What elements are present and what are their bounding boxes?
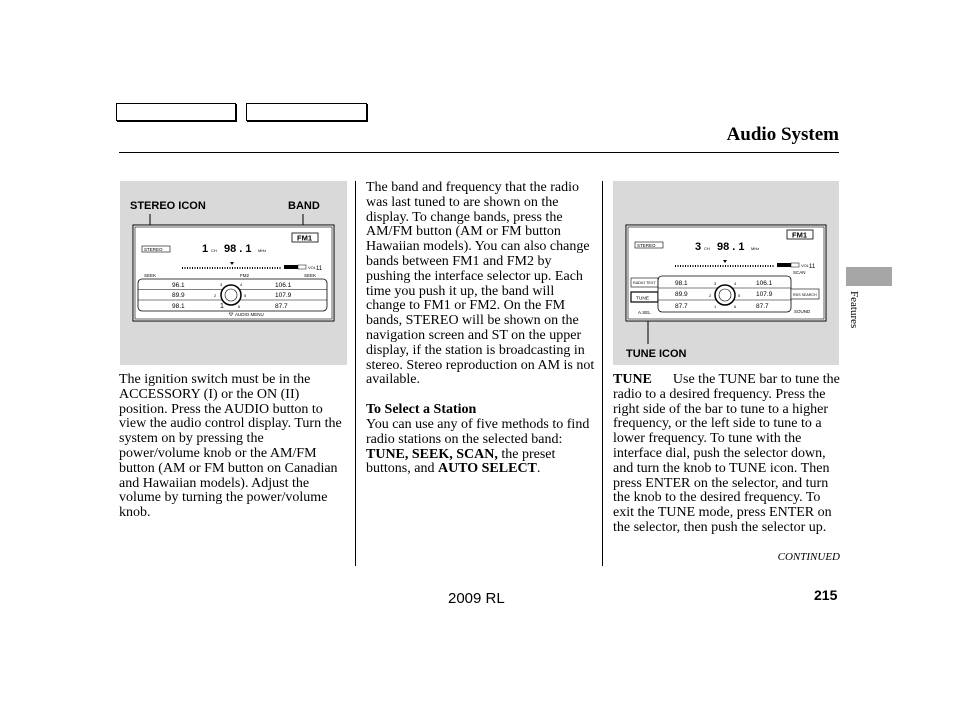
methods-mid: the preset buttons, and [366, 446, 556, 477]
mhz-label-2: MHz [751, 246, 760, 251]
tune-preset-1: 98.1 [675, 280, 688, 287]
tune-description: Use the TUNE bar to tune the radio to a desired frequency. Press the right side of the bar to tune to a higher frequency, or the left side to tune to a lower frequency. To tune with the interface dial, push the selector down, and turn the knob to TUNE icon. Then press ENTER on the selector, and turn the knob to the desired frequency. To exit the TUNE mode, press ENTER on the selector, then push the selector up. [613, 372, 840, 535]
tune-num-6: 6 [734, 304, 737, 309]
preset-num-2: 2 [214, 293, 217, 298]
methods-bold: TUNE, SEEK, SCAN, [366, 446, 498, 462]
band-indicator: FM1 [297, 233, 312, 243]
preset-num-1: 1 [220, 303, 224, 310]
frequency: 98 . 1 [224, 243, 252, 255]
preset-1-freq: 96.1 [172, 282, 185, 289]
tune-num-5: 5 [738, 293, 741, 298]
page-title: Audio System [726, 124, 839, 145]
figure-tune-display [613, 181, 839, 365]
seek-left: SEEK [144, 273, 157, 278]
band-indicator-2: FM1 [792, 230, 807, 240]
auto-select-bold: AUTO SELECT [437, 461, 537, 477]
channel-number: 1 [202, 243, 209, 255]
tune-num-4: 4 [734, 281, 737, 286]
band-frequency-paragraph: The band and frequency that the radio was last tuned to are shown on the display. To change bands, press the AM/FM button (AM or FM button Hawaiian models). You can also change bands between FM1 and FM2 by pushing the interface selector up. Each time you push it up, the band will change to FM1 or FM2. On the FM bands, STEREO will be shown on the navigation screen and ST on the upper display, if the station is broadcasting in stereo. Stereo reproduction on AM is not available. [366, 180, 595, 388]
preset-num-6: 6 [238, 304, 241, 309]
tune-preset-3: 87.7 [675, 303, 688, 310]
page-number: 215 [814, 587, 838, 603]
section-tab-label: Features [848, 291, 860, 329]
ch-label: CH [211, 248, 217, 253]
select-station-heading: To Select a Station [366, 402, 477, 418]
preset-num-3: 3 [220, 282, 223, 287]
radio-text-button: RADIO TEXT [633, 281, 656, 285]
tune-button: TUNE [636, 296, 650, 302]
preset-num-5: 5 [244, 293, 247, 298]
methods-end: . [536, 461, 541, 477]
stereo-indicator-2: STEREO [637, 243, 656, 248]
tune-num-1: 1 [714, 304, 717, 309]
sound-button: SOUND [794, 309, 811, 314]
stereo-icon-label: STEREO ICON [130, 200, 206, 212]
vol-label-2: VOL [801, 263, 810, 268]
tune-preset-6: 87.7 [756, 303, 769, 310]
figure-radio-display [120, 181, 347, 365]
audio-menu-label: AUDIO MENU [235, 312, 264, 317]
select-station-paragraph [366, 418, 596, 477]
footer-model: 2009 RL [448, 590, 505, 607]
vol-value-2: 11 [809, 264, 816, 270]
vol-value: 11 [316, 266, 323, 272]
tune-paragraph [613, 373, 841, 536]
ignition-paragraph: The ignition switch must be in the ACCESSORY (I) or the ON (II) position. Press the AUDIO button to view the audio control display. Turn the system on by pressing the power/volume knob or the AM/FM button (AM or FM button on Canadian and Hawaiian models). Adjust the volume by turning the power/volume knob. [119, 372, 342, 521]
ch-label-2: CH [704, 246, 710, 251]
stereo-indicator: STEREO [144, 247, 163, 252]
vol-label: VOL [308, 265, 317, 270]
preset-3-freq: 98.1 [172, 303, 185, 310]
section-tab [846, 267, 892, 286]
preset-6-freq: 87.7 [275, 303, 288, 310]
tune-display-illustration [613, 181, 839, 365]
preset-num-4: 4 [240, 282, 243, 287]
tune-preset-5: 107.9 [756, 291, 773, 298]
frequency-2: 98 . 1 [717, 241, 745, 253]
band-label: BAND [288, 200, 320, 212]
tune-num-2: 2 [709, 293, 712, 298]
preset-2-freq: 89.9 [172, 292, 185, 299]
column-2-text [366, 181, 596, 477]
preset-4-freq: 106.1 [275, 282, 292, 289]
rds-search-button: RDS SEARCH [793, 293, 817, 297]
scan-label: SCAN [793, 270, 806, 275]
column-divider-1 [355, 181, 356, 566]
continued-label: CONTINUED [777, 551, 840, 563]
tune-num-3: 3 [714, 281, 717, 286]
tune-term: TUNE [613, 372, 652, 387]
header-tab-box-2 [246, 103, 367, 121]
seek-right: SEEK [304, 273, 317, 278]
column-divider-2 [602, 181, 603, 566]
a-sel-button: A.SEL [638, 310, 651, 315]
header-rule [119, 152, 839, 153]
channel-number-2: 3 [695, 241, 702, 253]
fm2-label: FM2 [240, 273, 249, 278]
mhz-label: MHz [258, 248, 267, 253]
column-3-text [613, 373, 841, 536]
preset-5-freq: 107.9 [275, 292, 292, 299]
header-tab-box-1 [116, 103, 236, 121]
methods-intro: You can use any of five methods to find radio stations on the selected band: [366, 416, 590, 447]
tune-icon-label: TUNE ICON [626, 348, 687, 360]
radio-display-illustration [120, 181, 347, 365]
tune-preset-2: 89.9 [675, 291, 688, 298]
tune-preset-4: 106.1 [756, 280, 773, 287]
column-1-text [119, 373, 347, 521]
